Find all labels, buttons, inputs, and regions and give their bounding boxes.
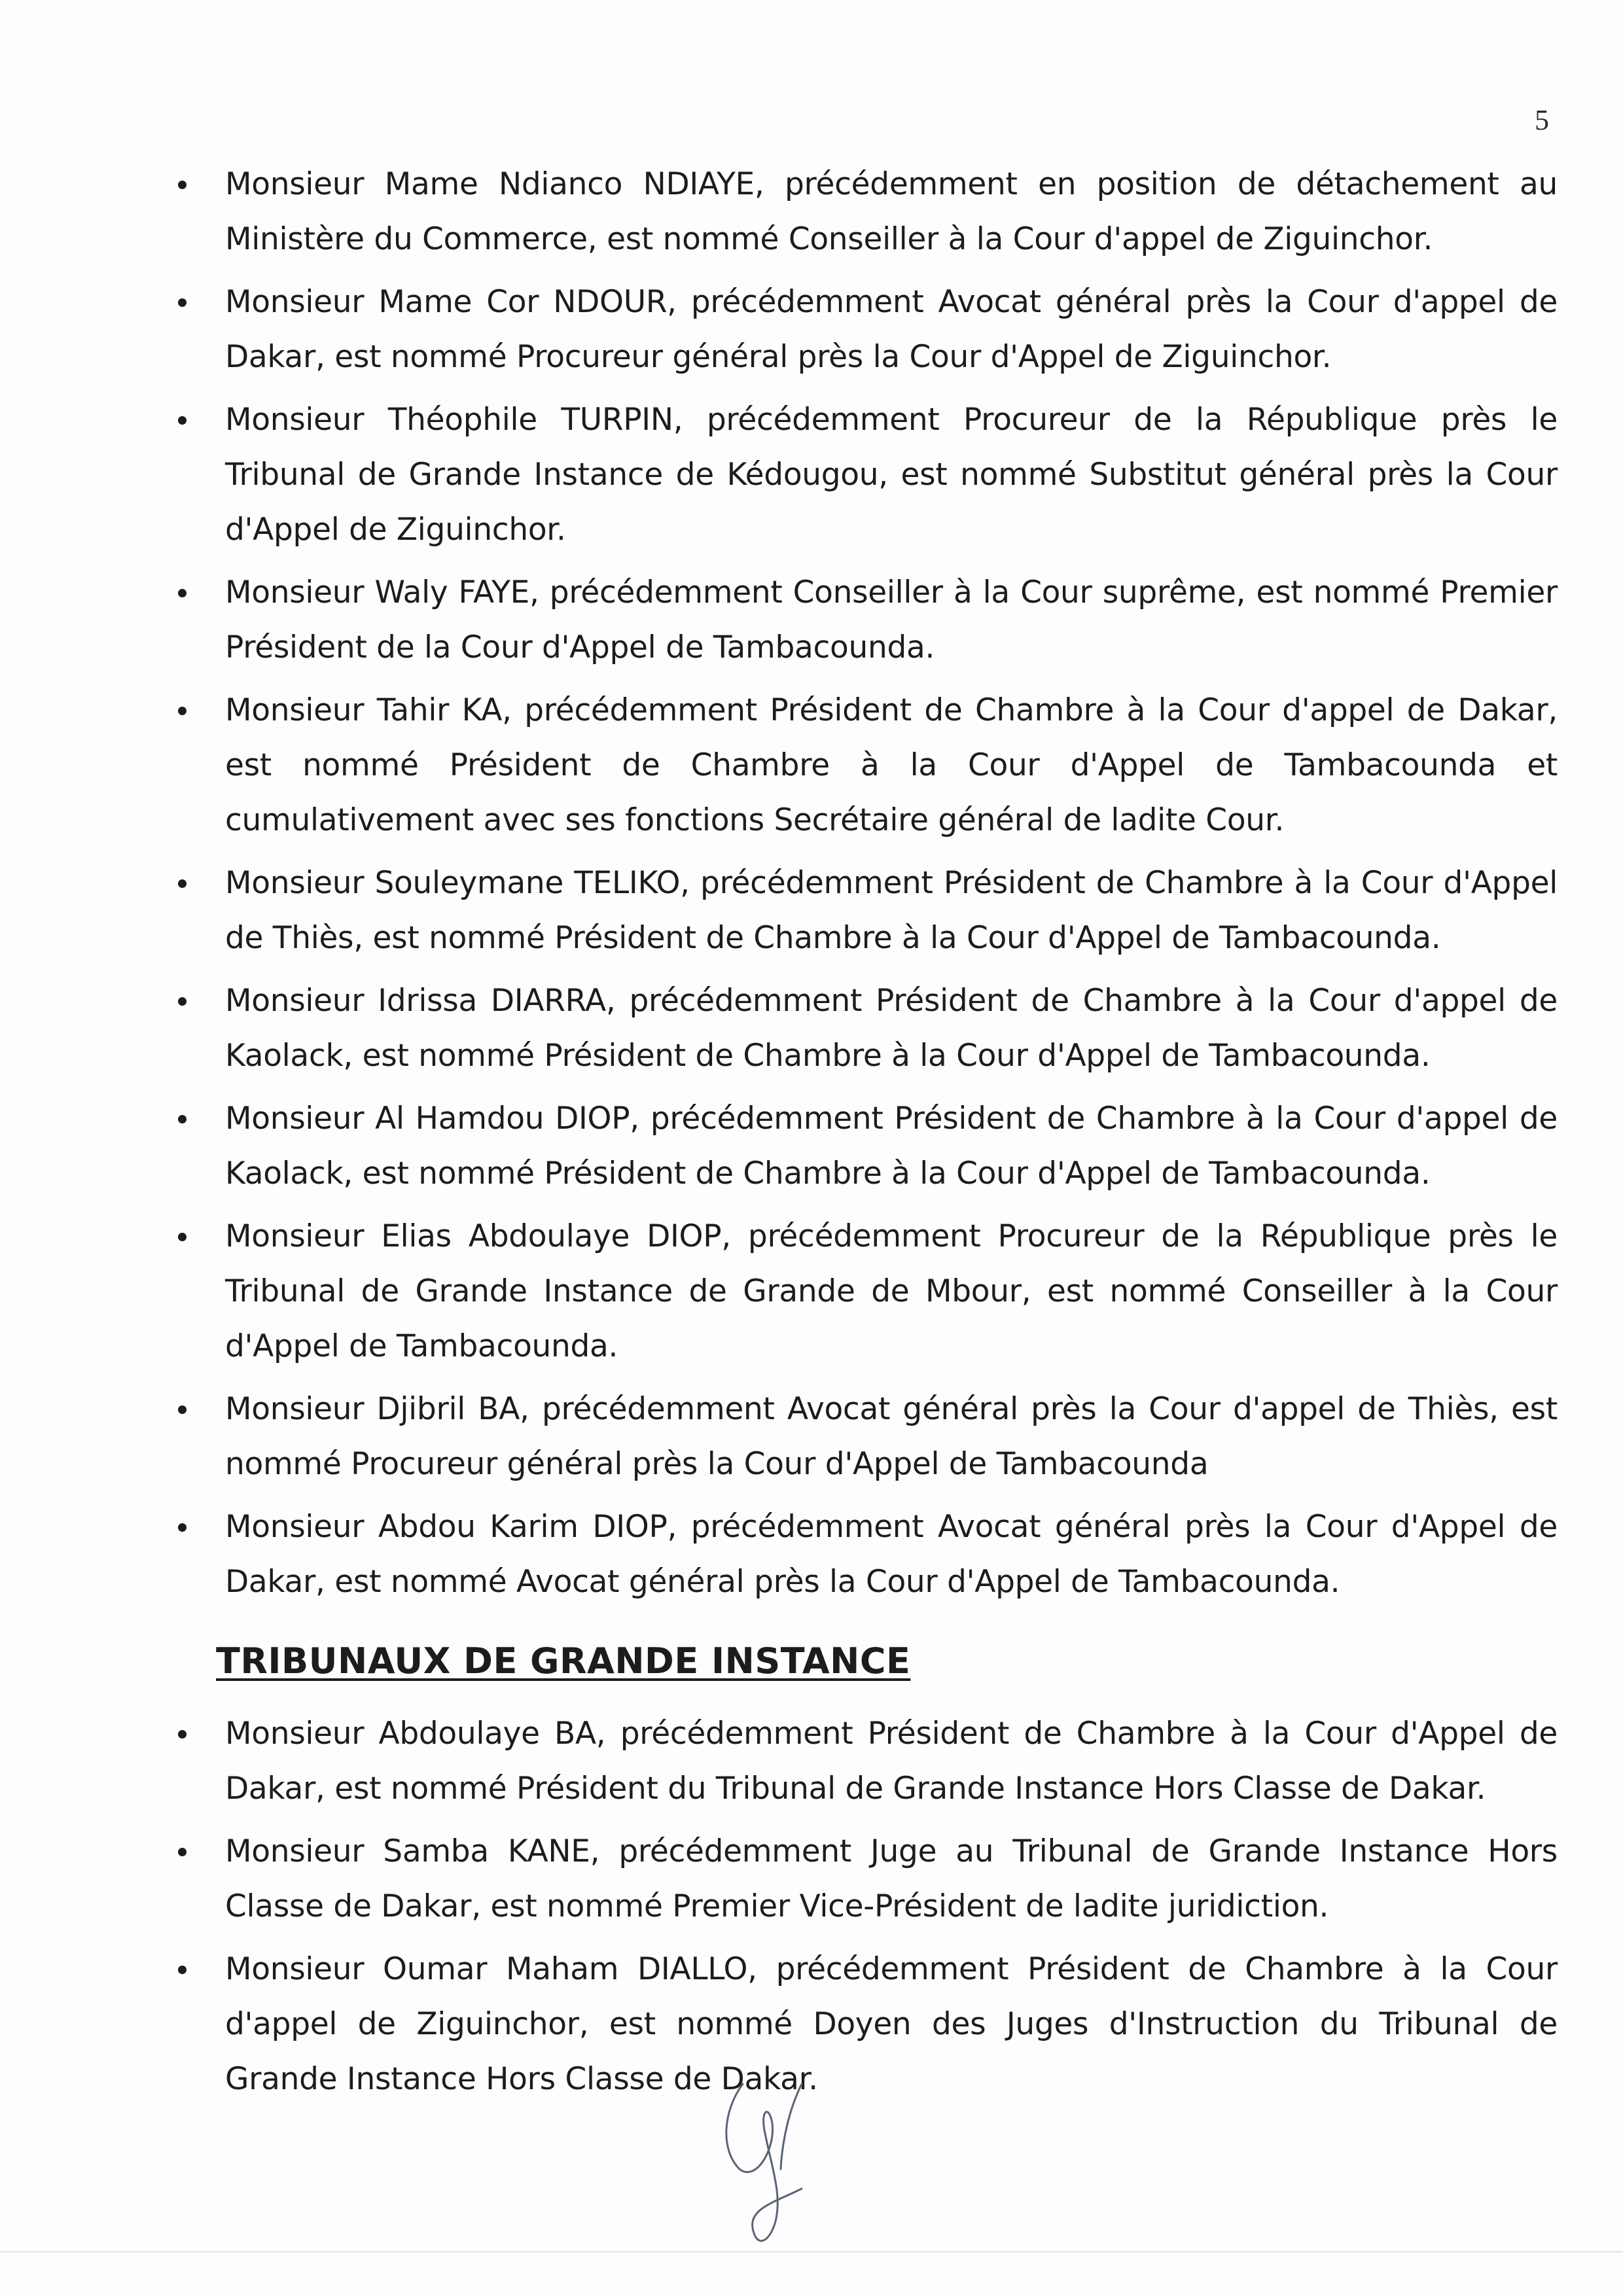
bullet-icon — [178, 181, 187, 189]
list-item — [165, 157, 1558, 267]
bullet-icon — [178, 589, 187, 597]
page-number: 5 — [1535, 104, 1549, 136]
list-item — [165, 565, 1558, 675]
bullet-icon — [178, 707, 187, 715]
list-item — [165, 1706, 1558, 1816]
list-item-text: Monsieur Souleymane TELIKO, précédemment Président de Chambre à la Cour d'Appel de Thiès, est nommé Président de Chambre à la Cour d'Appel de Tambacounda. — [225, 865, 1558, 956]
bullet-icon — [178, 1848, 187, 1856]
list-item — [165, 1091, 1558, 1201]
list-item — [165, 1209, 1558, 1374]
bullet-icon — [178, 1115, 187, 1123]
list-item — [165, 974, 1558, 1084]
bullet-icon — [178, 1405, 187, 1414]
bullet-icon — [178, 1523, 187, 1532]
bullet-icon — [178, 997, 187, 1006]
list-item-text: Monsieur Samba KANE, précédemment Juge au Tribunal de Grande Instance Hors Classe de Dakar, est nommé Premier Vice-Président de ladite juridiction. — [225, 1833, 1558, 1924]
list-item — [165, 856, 1558, 966]
bullet-icon — [178, 298, 187, 307]
list-item-text: Monsieur Waly FAYE, précédemment Conseiller à la Cour suprême, est nommé Premier Président de la Cour d'Appel de Tambacounda. — [225, 574, 1558, 665]
list-item-text: Monsieur Théophile TURPIN, précédemment Procureur de la République près le Tribunal de Grande Instance de Kédougou, est nommé Substitut général près la Cour d'Appel de Ziguinchor. — [225, 402, 1558, 548]
bullet-icon — [178, 416, 187, 425]
list-item-text: Monsieur Djibril BA, précédemment Avocat général près la Cour d'appel de Thiès, est nommé Procureur général près la Cour d'Appel de Tambacounda — [225, 1391, 1558, 1482]
list-item-text: Monsieur Abdou Karim DIOP, précédemment Avocat général près la Cour d'Appel de Dakar, est nommé Avocat général près la Cour d'Appel de Tambacounda. — [225, 1509, 1558, 1600]
list-item-text: Monsieur Idrissa DIARRA, précédemment Président de Chambre à la Cour d'appel de Kaolack, est nommé Président de Chambre à la Cour d'Appel de Tambacounda. — [225, 983, 1558, 1074]
list-item — [165, 683, 1558, 848]
list-item-text: Monsieur Oumar Maham DIALLO, précédemment Président de Chambre à la Cour d'appel de Ziguinchor, est nommé Doyen des Juges d'Instruction du Tribunal de Grande Instance Hors Classe de Dakar. — [225, 1951, 1558, 2097]
list-item-text: Monsieur Al Hamdou DIOP, précédemment Président de Chambre à la Cour d'appel de Kaolack, est nommé Président de Chambre à la Cour d'Appel de Tambacounda. — [225, 1101, 1558, 1192]
list-item — [165, 275, 1558, 385]
bullet-icon — [178, 879, 187, 888]
list-item-text: Monsieur Elias Abdoulaye DIOP, précédemment Procureur de la République près le Tribunal de Grande Instance de Grande de Mbour, est nommé Conseiller à la Cour d'Appel de Tambacounda. — [225, 1218, 1558, 1364]
list-item — [165, 1382, 1558, 1492]
scan-edge-line — [0, 2251, 1623, 2253]
bullet-icon — [178, 1233, 187, 1241]
list-item — [165, 1942, 1558, 2107]
section-heading: TRIBUNAUX DE GRANDE INSTANCE — [216, 1640, 911, 1682]
appointments-list-cours-appel — [165, 157, 1558, 1610]
bullet-icon — [178, 1966, 187, 1974]
handwritten-signature — [704, 2071, 834, 2254]
list-item — [165, 1500, 1558, 1610]
bullet-icon — [178, 1730, 187, 1739]
list-item — [165, 1824, 1558, 1934]
list-item-text: Monsieur Tahir KA, précédemment Président de Chambre à la Cour d'appel de Dakar, est nommé Président de Chambre à la Cour d'Appel de Tambacounda et cumulativement avec ses fonctions Secrétaire général de ladite Cour. — [225, 692, 1558, 838]
appointments-list-tribunaux — [165, 1706, 1558, 2107]
list-item-text: Monsieur Mame Ndianco NDIAYE, précédemment en position de détachement au Ministère du Commerce, est nommé Conseiller à la Cour d'appel de Ziguinchor. — [225, 166, 1558, 257]
list-item — [165, 393, 1558, 557]
list-item-text: Monsieur Abdoulaye BA, précédemment Président de Chambre à la Cour d'Appel de Dakar, est nommé Président du Tribunal de Grande Instance Hors Classe de Dakar. — [225, 1716, 1558, 1807]
list-item-text: Monsieur Mame Cor NDOUR, précédemment Avocat général près la Cour d'appel de Dakar, est nommé Procureur général près la Cour d'Appel de Ziguinchor. — [225, 284, 1558, 375]
document-body — [165, 157, 1558, 2115]
